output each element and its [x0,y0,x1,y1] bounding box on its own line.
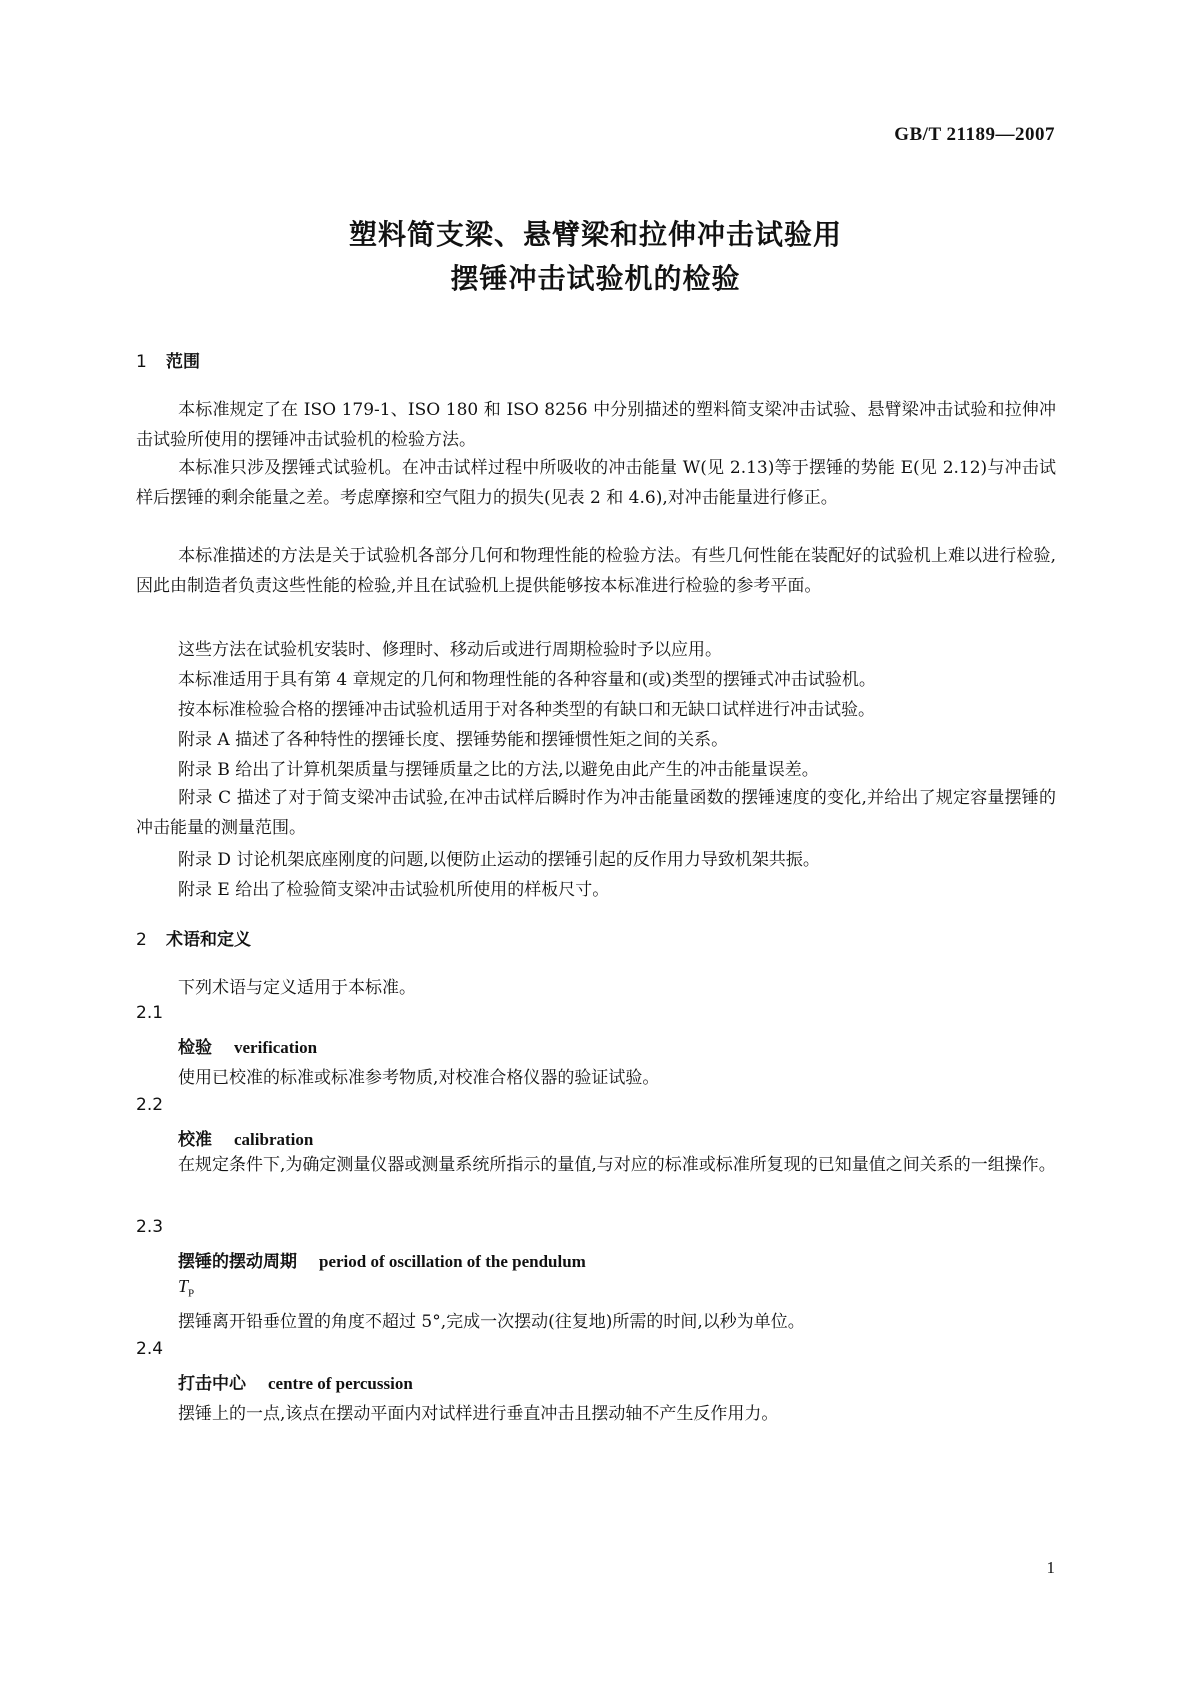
clause-number: 2.2 [136,1095,164,1115]
section-title: 术语和定义 [166,930,251,950]
term-centre-of-percussion [178,1369,413,1394]
document-title-line-2: 摆锤冲击试验机的检验 [450,262,741,295]
standard-code: GB/T 21189—2007 [894,124,1055,145]
paragraph-text: 本标准只涉及摆锤式试验机。在冲击试样过程中所吸收的冲击能量 W(见 2.13)等于摆锤的势能 E(见 2.12)与冲击试样后摆锤的剩余能量之差。考虑摩擦和空气阻力的损失(见表 2 和 4.6),对冲击能量进行修正。 [136,458,1056,508]
clause-number: 2.4 [136,1339,164,1359]
term-en: period of oscillation of the pendulum [319,1252,586,1271]
term-definition [136,1150,1056,1180]
term-zh: 打击中心 [178,1374,246,1394]
section-2-heading [136,925,251,950]
term-symbol [178,1276,194,1300]
paragraph-text: 本标准描述的方法是关于试验机各部分几何和物理性能的检验方法。有些几何性能在装配好的试验机上难以进行检验,因此由制造者负责这些性能的检验,并且在试验机上提供能够按本标准进行检验的参考平面。 [136,546,1056,596]
section-intro: 下列术语与定义适用于本标准。 [178,978,416,998]
paragraph [136,783,1056,843]
term-verification [178,1033,317,1058]
section-number: 2 [136,930,147,950]
term-en: calibration [234,1130,314,1149]
paragraph: 按本标准检验合格的摆锤冲击试验机适用于对各种类型的有缺口和无缺口试样进行冲击试验。 [178,700,875,720]
paragraph-text: 附录 C 描述了对于简支梁冲击试验,在冲击试样后瞬时作为冲击能量函数的摆锤速度的变化,并给出了规定容量摆锤的冲击能量的测量范围。 [136,788,1056,838]
paragraph-text: 本标准规定了在 ISO 179-1、ISO 180 和 ISO 8256 中分别描述的塑料简支梁冲击试验、悬臂梁冲击试验和拉伸冲击试验所使用的摆锤冲击试验机的检验方法。 [136,400,1056,450]
section-number: 1 [136,352,147,372]
term-zh: 摆锤的摆动周期 [178,1252,297,1272]
clause-number: 2.3 [136,1217,164,1237]
paragraph [136,453,1056,513]
document-title-line-1: 塑料简支梁、悬臂梁和拉伸冲击试验用 [348,218,842,251]
term-definition: 使用已校准的标准或标准参考物质,对校准合格仪器的验证试验。 [178,1068,660,1088]
term-en: verification [234,1038,318,1057]
term-zh: 校准 [178,1130,212,1150]
section-title: 范围 [166,352,200,372]
clause-number: 2.1 [136,1003,164,1023]
page-number: 1 [1046,1558,1055,1577]
term-en: centre of percussion [268,1374,413,1393]
paragraph: 附录 D 讨论机架底座刚度的问题,以便防止运动的摆锤引起的反作用力导致机架共振。 [178,850,820,870]
symbol-letter: T [178,1276,189,1296]
paragraph: 附录 E 给出了检验简支梁冲击试验机所使用的样板尺寸。 [178,880,610,900]
term-calibration [178,1125,313,1150]
paragraph: 附录 A 描述了各种特性的摆锤长度、摆锤势能和摆锤惯性矩之间的关系。 [178,730,729,750]
term-definition: 摆锤离开铅垂位置的角度不超过 5°,完成一次摆动(往复地)所需的时间,以秒为单位。 [178,1312,805,1332]
section-1-heading [136,347,200,372]
term-zh: 检验 [178,1038,212,1058]
paragraph-text: 在规定条件下,为确定测量仪器或测量系统所指示的量值,与对应的标准或标准所复现的已知量值之间关系的一组操作。 [178,1155,1056,1175]
paragraph [136,395,1056,455]
term-period-of-oscillation [178,1247,586,1272]
paragraph: 本标准适用于具有第 4 章规定的几何和物理性能的各种容量和(或)类型的摆锤式冲击试验机。 [178,670,876,690]
term-definition: 摆锤上的一点,该点在摆动平面内对试样进行垂直冲击且摆动轴不产生反作用力。 [178,1404,779,1424]
paragraph [136,541,1056,601]
paragraph: 这些方法在试验机安装时、修理时、移动后或进行周期检验时予以应用。 [178,640,722,660]
paragraph: 附录 B 给出了计算机架质量与摆锤质量之比的方法,以避免由此产生的冲击能量误差。 [178,760,819,780]
symbol-subscript: P [188,1287,195,1300]
